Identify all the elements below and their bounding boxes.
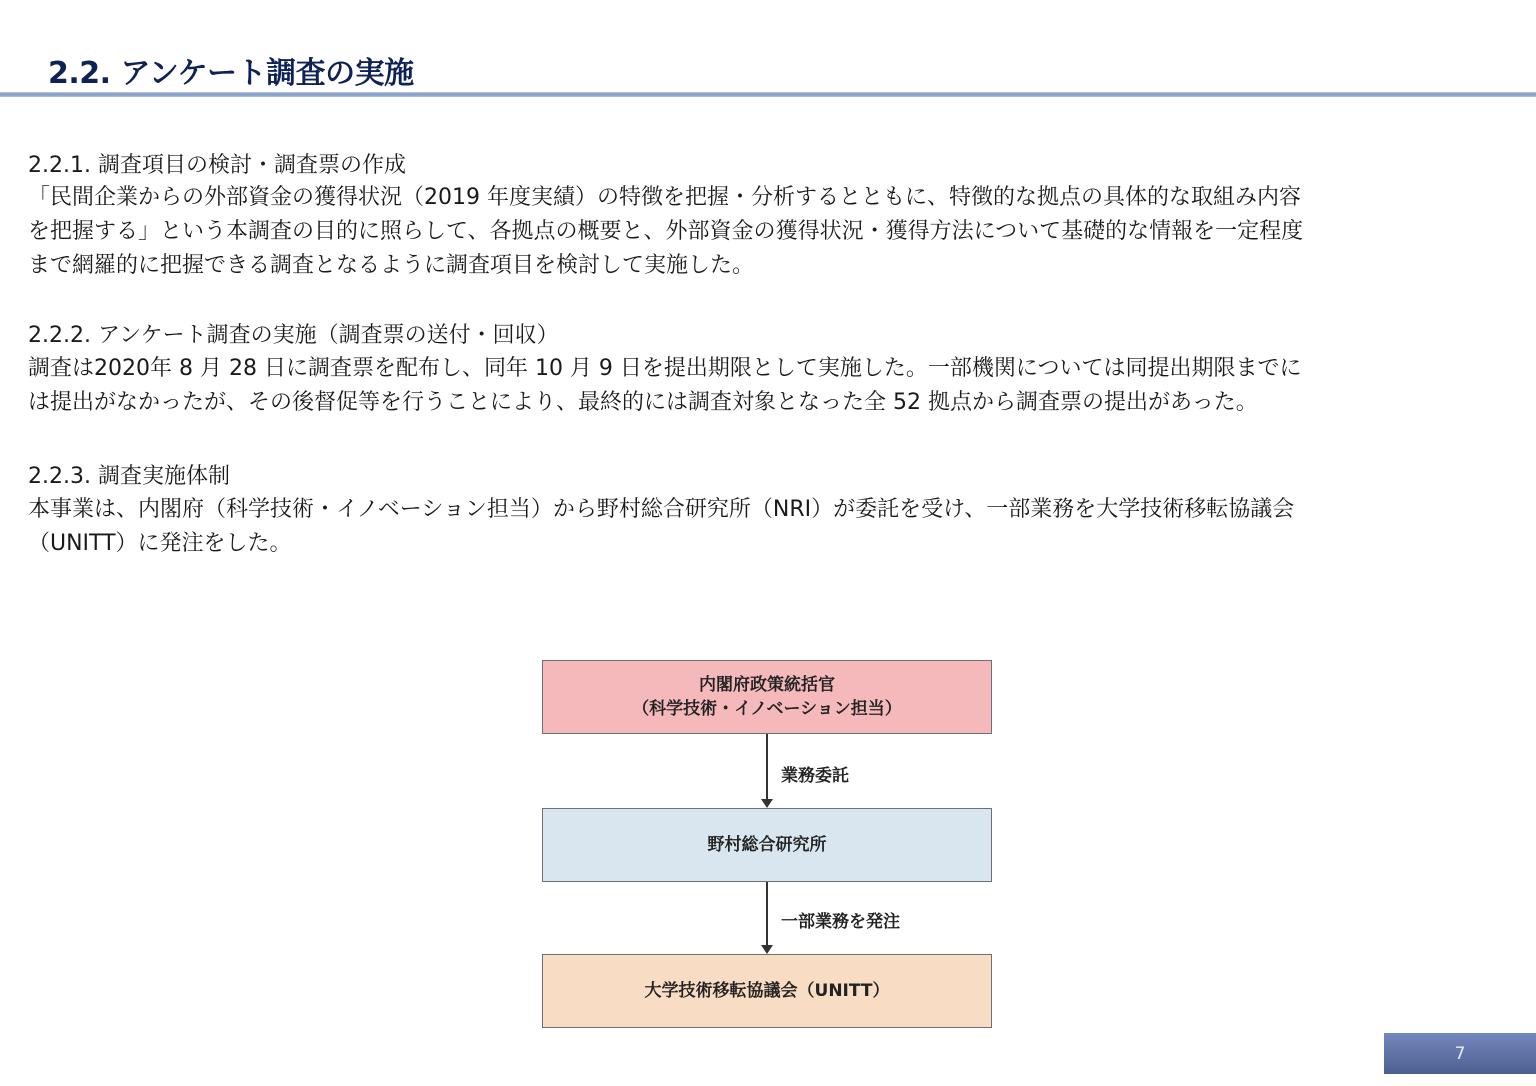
body-line: まで網羅的に把握できる調査となるように調査項目を検討して実施した。 — [28, 253, 755, 278]
org-box-label: 内閣府政策統括官 — [699, 675, 835, 695]
body-line: 「民間企業からの外部資金の獲得状況（2019 年度実績）の特徴を把握・分析するとともに、特徴的な拠点の具体的な取組み内容 — [28, 185, 1301, 210]
page-title: 2.2. アンケート調査の実施 — [48, 56, 414, 91]
arrow-label-subcontract: 一部業務を発注 — [781, 912, 900, 932]
title-divider — [0, 92, 1536, 97]
section-heading-2-2-1: 2.2.1. 調査項目の検討・調査票の作成 — [28, 153, 406, 178]
section-body-2-2-2 — [28, 352, 1518, 420]
arrow-line — [766, 734, 768, 800]
body-line: は提出がなかったが、その後督促等を行うことにより、最終的には調査対象となった全 52 拠点から調査票の提出があった。 — [28, 390, 1258, 415]
org-box-label: 野村総合研究所 — [707, 835, 827, 855]
body-line: 本事業は、内閣府（科学技術・イノベーション担当）から野村総合研究所（NRI）が委託を受け、一部業務を大学技術移転協議会 — [28, 497, 1295, 522]
org-box-cabinet-office — [542, 660, 992, 734]
section-body-2-2-3 — [28, 493, 1518, 561]
org-box-nri — [542, 808, 992, 882]
arrow-down-icon — [761, 945, 773, 954]
section-heading-2-2-2: 2.2.2. アンケート調査の実施（調査票の送付・回収） — [28, 323, 559, 348]
section-body-2-2-1 — [28, 181, 1518, 283]
body-line: を把握する」という本調査の目的に照らして、各拠点の概要と、外部資金の獲得状況・獲得方法について基礎的な情報を一定程度 — [28, 219, 1304, 244]
section-heading-2-2-3: 2.2.3. 調査実施体制 — [28, 464, 230, 489]
body-line: 調査は2020年 8 月 28 日に調査票を配布し、同年 10 月 9 日を提出期限として実施した。一部機関については同提出期限までに — [28, 356, 1302, 381]
org-box-sublabel: （科学技術・イノベーション担当） — [632, 699, 902, 719]
arrow-line — [766, 882, 768, 946]
org-box-unitt — [542, 954, 992, 1028]
page-number: 7 — [1384, 1033, 1536, 1074]
arrow-label-commission: 業務委託 — [781, 766, 849, 786]
arrow-down-icon — [761, 799, 773, 808]
body-line: （UNITT）に発注をした。 — [28, 531, 292, 556]
org-box-label: 大学技術移転協議会（UNITT） — [644, 981, 890, 1001]
